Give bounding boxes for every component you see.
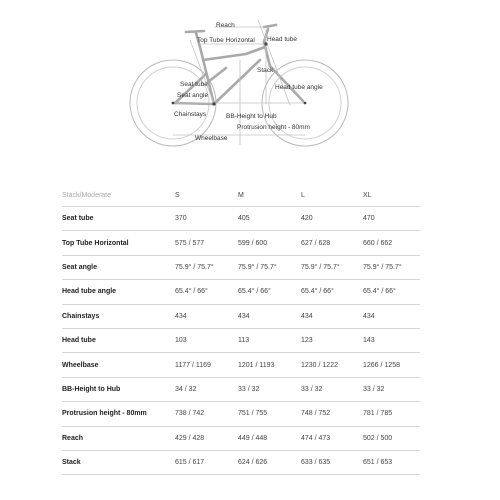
cell-value: 75.9° / 75.7° (238, 255, 301, 279)
cell-value: 113 (238, 328, 301, 352)
table-row (62, 207, 420, 231)
cell-value: 1177 / 1169 (175, 353, 238, 377)
table-header-row (62, 184, 420, 207)
row-label: Wheelbase (62, 353, 175, 377)
cell-value: 33 / 32 (363, 377, 420, 401)
table-row (62, 377, 420, 401)
cell-value: 633 / 635 (301, 450, 363, 474)
label-head-tube-angle: Head tube angle (275, 84, 323, 91)
cell-value: 65.4° / 66° (238, 280, 301, 304)
label-seat-angle: Seat angle (177, 92, 209, 99)
top-tube (203, 47, 265, 60)
row-label: Seat angle (62, 255, 175, 279)
label-top-tube-horizontal: Top Tube Horizontal (197, 37, 255, 44)
cell-value: 75.9° / 75.7° (175, 255, 238, 279)
cell-value: 651 / 653 (363, 450, 420, 474)
saddle (186, 31, 204, 32)
cell-value: 470 (363, 207, 420, 231)
row-label: Head tube (62, 328, 175, 352)
table-row (62, 328, 420, 352)
cell-value: 1266 / 1258 (363, 353, 420, 377)
row-label: Protrusion height - 80mm (62, 402, 175, 426)
head-angle-line (258, 20, 290, 105)
label-reach: Reach (216, 22, 235, 29)
table-row (62, 426, 420, 450)
cell-value: 65.4° / 66° (301, 280, 363, 304)
cell-value: 434 (175, 304, 238, 328)
row-label: Stack (62, 450, 175, 474)
table-row (62, 280, 420, 304)
table-row (62, 231, 420, 255)
label-bb-height-to-hub: BB-Height to Hub (226, 113, 277, 120)
table-row (62, 450, 420, 474)
row-label: Head tube angle (62, 280, 175, 304)
cell-value: 75.9° / 75.7° (363, 255, 420, 279)
size-header-l: L (301, 184, 363, 207)
cell-value: 627 / 628 (301, 231, 363, 255)
bike-geometry-drawing (0, 0, 500, 165)
cell-value: 1201 / 1193 (238, 353, 301, 377)
front-hub-dot (304, 102, 307, 105)
row-label: Reach (62, 426, 175, 450)
cell-value: 575 / 577 (175, 231, 238, 255)
label-chainstays: Chainstays (174, 111, 207, 118)
cell-value: 1230 / 1222 (301, 353, 363, 377)
cell-value: 143 (363, 328, 420, 352)
row-label: Seat tube (62, 207, 175, 231)
cell-value: 123 (301, 328, 363, 352)
cell-value: 429 / 428 (175, 426, 238, 450)
cell-value: 624 / 626 (238, 450, 301, 474)
row-label: Top Tube Horizontal (62, 231, 175, 255)
cell-value: 449 / 448 (238, 426, 301, 450)
size-header-xl: XL (363, 184, 420, 207)
cell-value: 405 (238, 207, 301, 231)
cell-value: 103 (175, 328, 238, 352)
rear-hub-dot (172, 102, 175, 105)
cell-value: 434 (238, 304, 301, 328)
cell-value: 751 / 755 (238, 402, 301, 426)
cell-value: 370 (175, 207, 238, 231)
table-body (62, 207, 420, 475)
table-header-label: Stack/Moderate (62, 184, 175, 207)
shock (208, 68, 226, 82)
label-stack: Stack (257, 67, 274, 74)
label-protrusion-height: Protrusion height - 80mm (237, 124, 310, 131)
cell-value: 434 (363, 304, 420, 328)
table-row (62, 304, 420, 328)
cell-value: 781 / 785 (363, 402, 420, 426)
cell-value: 502 / 500 (363, 426, 420, 450)
down-tube (214, 60, 260, 104)
size-header-s: S (175, 184, 238, 207)
cell-value: 599 / 600 (238, 231, 301, 255)
cell-value: 65.4° / 66° (363, 280, 420, 304)
label-wheelbase: Wheelbase (195, 135, 228, 142)
cell-value: 33 / 32 (301, 377, 363, 401)
table-row (62, 255, 420, 279)
cell-value: 434 (301, 304, 363, 328)
row-label: BB-Height to Hub (62, 377, 175, 401)
cell-value: 34 / 32 (175, 377, 238, 401)
cell-value: 474 / 473 (301, 426, 363, 450)
table-row (62, 402, 420, 426)
cell-value: 615 / 617 (175, 450, 238, 474)
cell-value: 75.9° / 75.7° (301, 255, 363, 279)
cell-value: 33 / 32 (238, 377, 301, 401)
bottom-bracket-dot (212, 102, 215, 105)
head-tube (264, 42, 270, 66)
cell-value: 738 / 742 (175, 402, 238, 426)
cell-value: 748 / 752 (301, 402, 363, 426)
size-header-m: M (238, 184, 301, 207)
cell-value: 420 (301, 207, 363, 231)
label-head-tube: Head tube (267, 36, 297, 43)
label-seat-tube: Seat tube (180, 81, 208, 88)
row-label: Chainstays (62, 304, 175, 328)
cell-value: 65.4° / 66° (175, 280, 238, 304)
geometry-table (62, 184, 420, 475)
bike-geometry-diagram (0, 0, 500, 165)
table-row (62, 353, 420, 377)
cell-value: 660 / 662 (363, 231, 420, 255)
